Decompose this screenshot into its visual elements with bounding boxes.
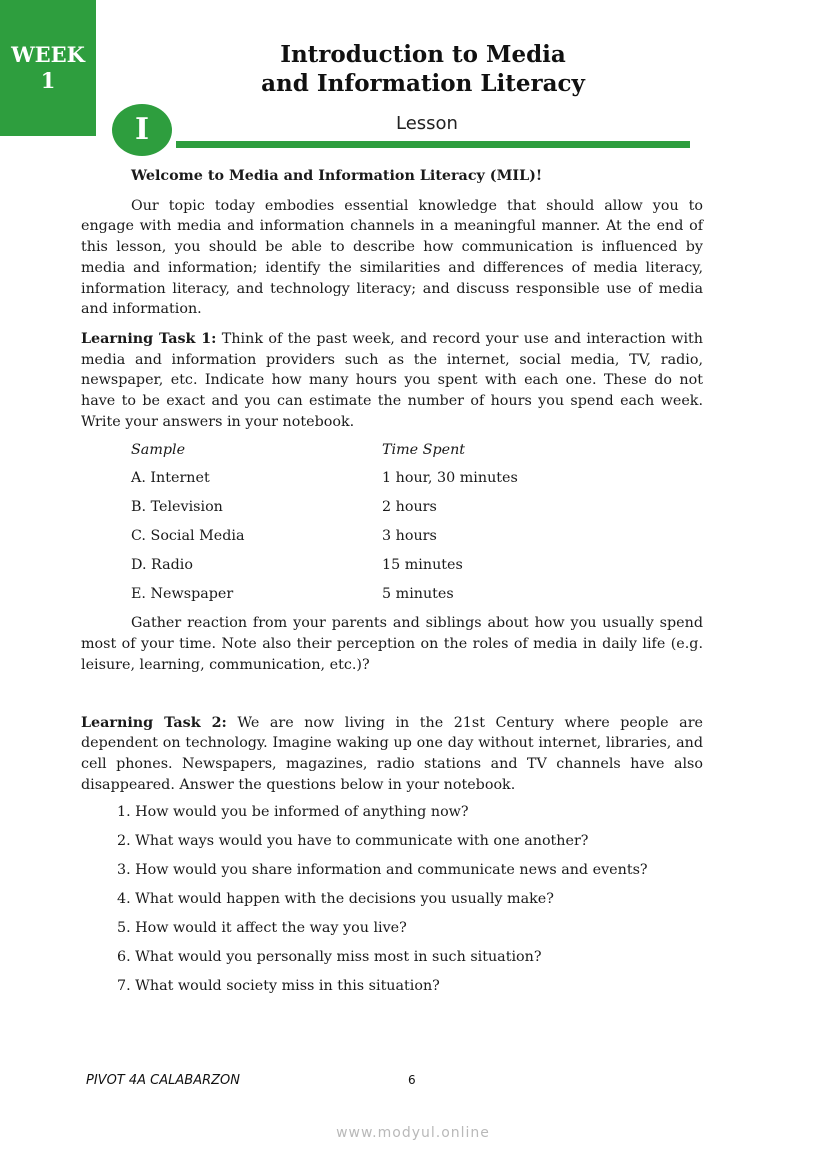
title-line-1: Introduction to Media (280, 41, 566, 68)
week-badge (0, 0, 96, 136)
task1-text: Think of the past week, and record your use and interaction with media and information providers such as the internet, social media, TV, radio, newspaper, etc. Indicate how many hours you spent with each one. These do not have to be exact and you can estimate the number of hours you spend each week. Write your answers in your notebook. (81, 330, 703, 430)
table-row (131, 497, 518, 526)
table-header-row (131, 440, 518, 468)
sample-cell: C. Social Media (131, 528, 245, 545)
lesson-content (81, 166, 703, 1005)
page-title (200, 40, 646, 98)
sample-cell: A. Internet (131, 470, 210, 487)
task2-text: We are now living in the 21st Century where people are dependent on technology. Imagine waking up one day without internet, libraries, and cell phones. Newspapers, magazines, radio stations and TV channels have also disappeared. Answer the questions below in your notebook. (81, 714, 703, 793)
watermark-text: www.modyul.online (336, 1125, 490, 1141)
time-spent-table (131, 440, 518, 613)
time-cell: 3 hours (382, 528, 437, 545)
title-line-2: and Information Literacy (261, 70, 585, 97)
sample-column-header: Sample (131, 442, 186, 459)
list-item: 6. What would you personally miss most in such situation? (117, 949, 542, 966)
welcome-heading: Welcome to Media and Information Literacy (MIL)! (131, 168, 543, 184)
sample-cell: E. Newspaper (131, 586, 234, 603)
task1-followup: Gather reaction from your parents and siblings about how you usually spend most of your time. Note also their perception on the roles of media in daily life (e.g. leisure, learning, communication, etc.)? (81, 615, 703, 673)
sample-cell: D. Radio (131, 557, 193, 574)
lesson-label: Lesson (396, 113, 458, 134)
time-cell: 5 minutes (382, 586, 454, 603)
sample-cell: B. Television (131, 499, 223, 516)
question-list (117, 802, 703, 1005)
task1-label: Learning Task 1: (81, 330, 217, 347)
week-number: 1 (40, 68, 56, 93)
list-item: 4. What would happen with the decisions you usually make? (117, 891, 554, 908)
task2-paragraph (81, 713, 703, 796)
list-item: 5. How would it affect the way you live? (117, 920, 407, 937)
time-column-header: Time Spent (382, 442, 466, 459)
table-row (131, 555, 518, 584)
week-label: WEEK (11, 42, 85, 67)
list-item: 2. What ways would you have to communicate with one another? (117, 833, 589, 850)
time-cell: 15 minutes (382, 557, 463, 574)
task1-paragraph (81, 329, 703, 433)
table-row (131, 526, 518, 555)
task2-label: Learning Task 2: (81, 714, 227, 731)
time-cell: 2 hours (382, 499, 437, 516)
intro-paragraph: Our topic today embodies essential knowledge that should allow you to engage with media and information channels in a meaningful manner. At the end of this lesson, you should be able to describe how communication is influenced by media and information; identify the similarities and differences of media literacy, information literacy, and technology literacy; and discuss responsible use of media and information. (81, 197, 703, 318)
footer-source: PIVOT 4A CALABARZON (86, 1073, 240, 1088)
table-row (131, 468, 518, 497)
lesson-numeral-badge: I (112, 104, 172, 156)
table-row (131, 584, 518, 613)
time-cell: 1 hour, 30 minutes (382, 470, 518, 487)
list-item: 7. What would society miss in this situation? (117, 978, 440, 995)
lesson-divider-bar (176, 141, 690, 148)
page-number: 6 (408, 1073, 416, 1087)
list-item: 1. How would you be informed of anything now? (117, 804, 469, 821)
list-item: 3. How would you share information and communicate news and events? (117, 862, 648, 879)
